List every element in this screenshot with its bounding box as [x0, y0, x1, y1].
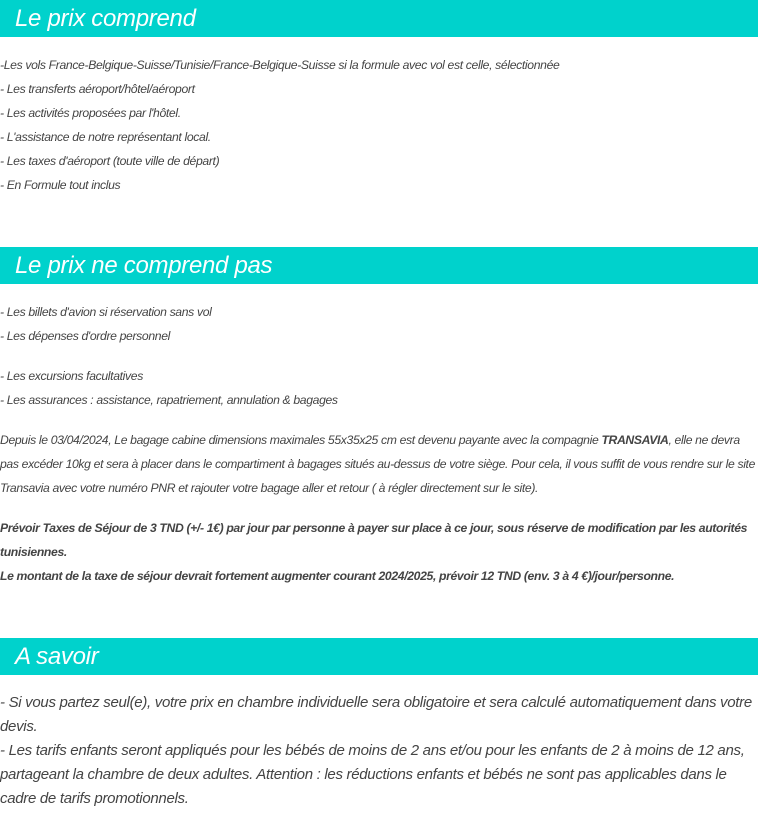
list-item: - En Formule tout inclus [0, 178, 121, 192]
not-included-list-a [0, 300, 211, 348]
list-item: - Les taxes d'aéroport (toute ville de départ) [0, 154, 220, 168]
not-included-list-b [0, 364, 338, 412]
included-list [0, 53, 559, 197]
info-note-2: - Les tarifs enfants seront appliqués pour les bébés de moins de 2 ans et/ou pour les enfants de 2 à moins de 12 ans, partageant la chambre de deux adultes. Attention : les réductions enfants et bébés ne sont pas applicables dans le cadre de tarifs promotionnels. [0, 742, 745, 807]
list-item: -Les vols France-Belgique-Suisse/Tunisie/France-Belgique-Suisse si la formule avec vol est celle, sélectionnée [0, 58, 560, 72]
section-header-not-included [0, 247, 758, 284]
baggage-note [0, 428, 758, 500]
list-item: - Les transferts aéroport/hôtel/aéroport [0, 82, 195, 96]
section-title-included: Le prix comprend [15, 5, 196, 32]
baggage-note-text: Depuis le 03/04/2024, Le bagage cabine dimensions maximales 55x35x25 cm est devenu payante avec la compagnie [0, 433, 602, 447]
section-title-info: A savoir [15, 643, 99, 670]
list-item: - Les dépenses d'ordre personnel [0, 329, 170, 343]
list-item: - Les excursions facultatives [0, 369, 143, 383]
section-title-not-included: Le prix ne comprend pas [15, 252, 273, 279]
airline-name: TRANSAVIA [601, 433, 669, 447]
list-item: - Les assurances : assistance, rapatriement, annulation & bagages [0, 393, 338, 407]
list-item: - Les activités proposées par l'hôtel. [0, 106, 181, 120]
baggage-note-text: , elle ne devra pas excéder 10kg et sera à placer dans le compartiment à bagages situés au-dessus de votre siège. Pour cela, il vous suffit de vous rendre sur le site Transavia avec votre numéro PNR et rajouter votre bagage aller et retour ( à régler directement sur le site). [0, 433, 756, 495]
list-item: - Les billets d'avion si réservation sans vol [0, 305, 212, 319]
tax-note-2: Le montant de la taxe de séjour devrait fortement augmenter courant 2024/2025, prévoir 12 TND (env. 3 à 4 €)/jour/personne. [0, 569, 675, 583]
section-header-included [0, 0, 758, 37]
tax-note-1: Prévoir Taxes de Séjour de 3 TND (+/- 1€) par jour par personne à payer sur place à ce jour, sous réserve de modification par les autorités tunisiennes. [0, 521, 748, 559]
info-note-1: - Si vous partez seul(e), votre prix en chambre individuelle sera obligatoire et sera calculé automatiquement dans votre devis. [0, 694, 752, 735]
section-header-info [0, 638, 758, 675]
list-item: - L'assistance de notre représentant local. [0, 130, 211, 144]
